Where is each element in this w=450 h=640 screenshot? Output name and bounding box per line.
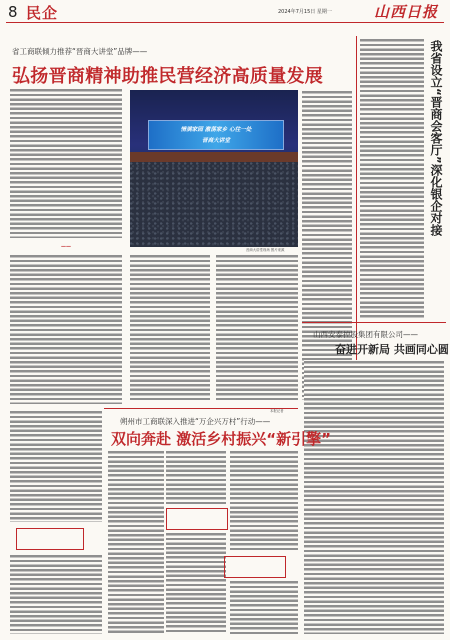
- page-number: 8: [8, 3, 18, 21]
- bottom-subhead-box-2: [224, 556, 286, 578]
- bottom-story-headline: 双向奔赴 激活乡村振兴“新引擎”: [111, 430, 331, 448]
- issue-date: 2024年7月15日 星期一: [278, 9, 332, 15]
- header-rule: [6, 22, 444, 23]
- photo-screen: [148, 120, 284, 150]
- screen-text-2: 晋商大讲堂: [202, 138, 230, 144]
- top-story-subhead-1: ——: [61, 244, 71, 250]
- left-bottom-text-b: [10, 554, 102, 634]
- event-photo: [130, 90, 298, 247]
- photo-audience: [130, 162, 298, 247]
- top-story-kicker: 省工商联倾力推荐“晋商大讲堂”品牌——: [12, 47, 148, 56]
- left-subhead-box: [16, 528, 84, 550]
- screen-text-1: 情满家园 激荡家乡 心往一处: [180, 127, 252, 133]
- section-name: 民企: [26, 4, 59, 22]
- bottom-subhead-box-1: [166, 508, 228, 530]
- photo-caption: 晋商大讲堂现场 图片来源: [246, 248, 285, 252]
- page-header: [0, 0, 450, 24]
- bottom-text-col1: [108, 450, 164, 634]
- bottom-story-reporter: 本报记者: [270, 409, 284, 413]
- ad-story-headline: 奋进开新局 共画同心圆: [335, 343, 449, 356]
- ad-divider: [302, 322, 446, 323]
- top-story-text-col2: [130, 254, 210, 400]
- photo-stage: [130, 152, 298, 162]
- top-story-text-col1b: [10, 254, 122, 404]
- bottom-story-kicker: 朔州市工商联深入推进“万企兴万村”行动——: [120, 417, 271, 426]
- ad-story-text: [304, 360, 444, 634]
- masthead-logo: 山西日报: [374, 3, 439, 21]
- right-story-text: [360, 38, 424, 318]
- bottom-divider: [104, 408, 298, 409]
- top-story-text-col3: [216, 254, 298, 400]
- top-story-headline: 弘扬晋商精神助推民营经济高质量发展: [12, 66, 324, 87]
- left-bottom-text-a: [10, 410, 102, 522]
- bottom-text-col3a: [230, 450, 298, 552]
- bottom-text-col3b: [230, 580, 298, 634]
- right-story-headline: 我省设立“晋商会客厅”深化银企对接: [429, 40, 443, 236]
- ad-story-kicker: 山西安泰控股集团有限公司——: [313, 330, 418, 339]
- bottom-text-col2a: [166, 450, 226, 506]
- top-story-text-col1: [10, 88, 122, 238]
- bottom-text-col2b: [166, 532, 226, 634]
